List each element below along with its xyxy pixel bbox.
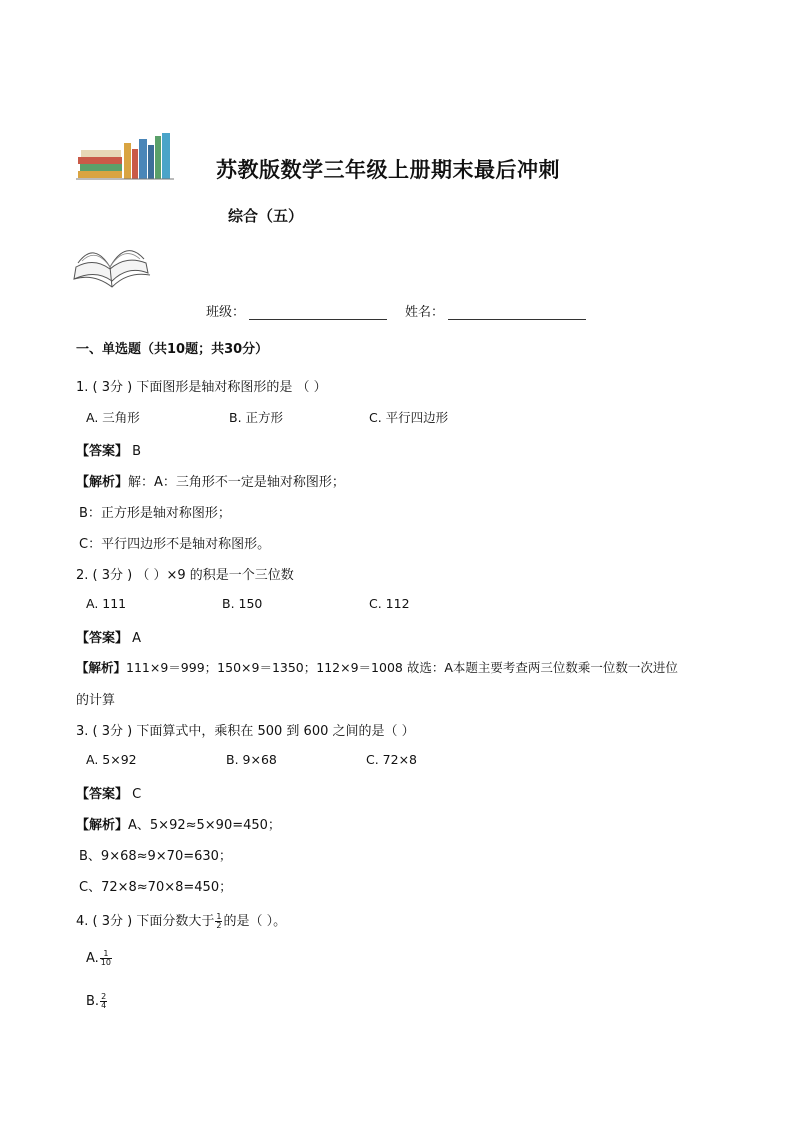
analysis-label: 【解析】 — [76, 818, 129, 833]
student-info — [206, 301, 604, 320]
question-stem-text: 的是（ ）。 — [223, 914, 287, 929]
fraction-denominator: 4 — [101, 1001, 107, 1010]
answer-label: 【答案】 — [76, 631, 129, 646]
answer — [76, 440, 141, 459]
question-stem: 3. ( 3分 ) 下面算式中，乘积在 500 到 600 之间的是（ ） — [76, 724, 415, 739]
fraction — [100, 993, 107, 1010]
page-title: 苏教版数学三年级上册期末最后冲刺 — [216, 157, 560, 182]
option-c[interactable]: C. 平行四边形 — [369, 410, 449, 425]
option-a[interactable] — [86, 950, 113, 967]
question-stem — [76, 910, 286, 930]
analysis-line: B、9×68≈9×70=630； — [79, 849, 232, 864]
name-label: 姓名： — [405, 305, 445, 320]
section-heading: 一、单选题（共10题；共30分） — [76, 342, 269, 357]
option-c[interactable]: C. 72×8 — [366, 752, 418, 767]
class-field[interactable] — [249, 305, 387, 320]
open-book-icon — [70, 237, 152, 293]
answer-value: C — [132, 787, 142, 802]
answer-label: 【答案】 — [76, 787, 129, 802]
analysis-line: 的计算 — [76, 693, 116, 708]
option-a[interactable]: A. 三角形 — [86, 410, 140, 425]
analysis — [76, 814, 281, 833]
analysis-label: 【解析】 — [76, 475, 129, 490]
fraction — [215, 913, 222, 930]
analysis — [76, 658, 678, 676]
option-letter: A. — [86, 951, 99, 966]
analysis-line: C：平行四边形不是轴对称图形。 — [79, 537, 271, 552]
answer-label: 【答案】 — [76, 444, 129, 459]
answer-value: A — [132, 631, 142, 646]
class-label: 班级： — [206, 305, 246, 320]
fraction-numerator: 2 — [101, 992, 107, 1001]
analysis-label: 【解析】 — [76, 660, 127, 675]
books-icon — [76, 131, 176, 183]
option-b[interactable]: B. 150 — [222, 596, 263, 611]
answer — [76, 627, 141, 646]
fraction-numerator: 1 — [216, 912, 222, 921]
option-letter: B. — [86, 994, 100, 1009]
option-a[interactable]: A. 111 — [86, 596, 127, 611]
page-subtitle: 综合（五） — [228, 207, 304, 225]
analysis-line: C、72×8≈70×8=450； — [79, 880, 233, 895]
fraction-denominator: 2 — [216, 921, 222, 930]
option-b[interactable]: B. 9×68 — [226, 752, 277, 767]
answer — [76, 783, 141, 802]
analysis-line: 解：A：三角形不一定是轴对称图形； — [128, 475, 345, 490]
answer-value: B — [132, 444, 142, 459]
option-a[interactable]: A. 5×92 — [86, 752, 137, 767]
option-b[interactable]: B. 正方形 — [229, 410, 284, 425]
analysis-line: B：正方形是轴对称图形； — [79, 506, 231, 521]
option-b[interactable] — [86, 993, 108, 1010]
question-stem: 2. ( 3分 ) （ ）×9 的积是一个三位数 — [76, 568, 294, 583]
name-field[interactable] — [448, 305, 586, 320]
question-stem: 1. ( 3分 ) 下面图形是轴对称图形的是 （ ） — [76, 380, 327, 395]
analysis-line: 111×9＝999；150×9＝1350；112×9＝1008 故选：A本题主要考查两三位数乘一位数一次进位 — [126, 660, 678, 675]
analysis — [76, 471, 345, 490]
fraction-numerator: 1 — [100, 950, 112, 959]
question-stem-text: 4. ( 3分 ) 下面分数大于 — [76, 914, 215, 929]
fraction — [100, 950, 112, 967]
option-c[interactable]: C. 112 — [369, 596, 410, 611]
analysis-line: A、5×92≈5×90=450； — [128, 818, 281, 833]
fraction-denominator: 10 — [100, 958, 111, 967]
